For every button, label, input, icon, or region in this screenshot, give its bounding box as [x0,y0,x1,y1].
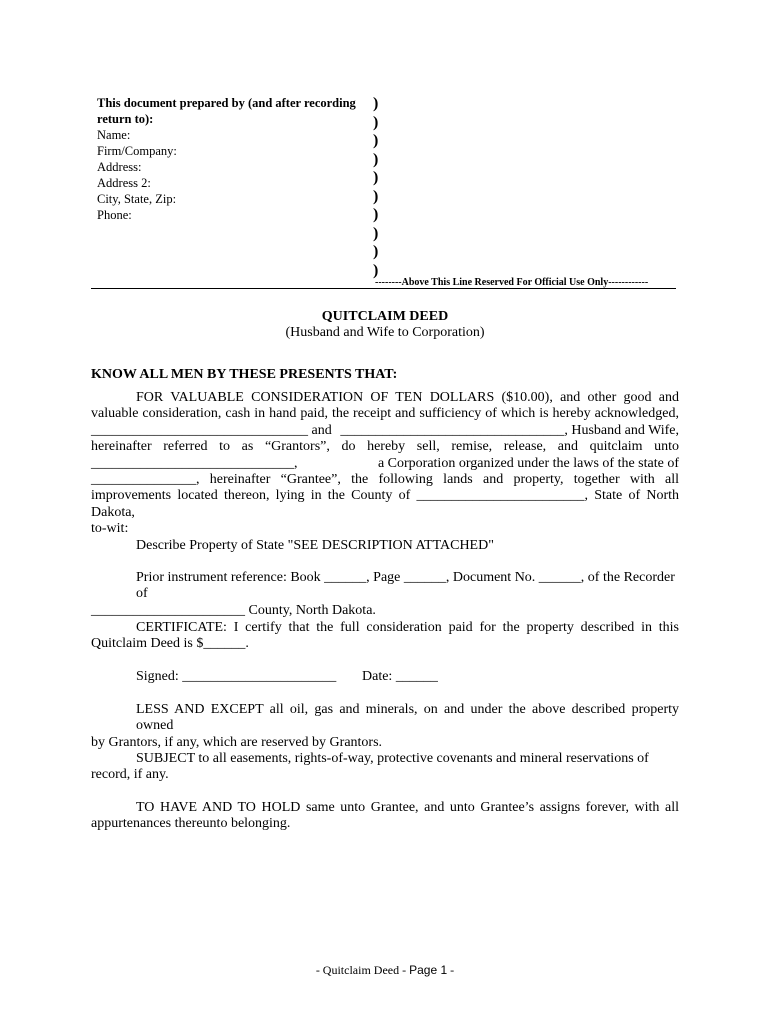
date-line: Date: ______ [362,669,438,684]
paren: ) [373,243,379,260]
less-and-except-paragraph [91,702,679,751]
address-2-label: Address 2: [97,176,151,190]
document-title: QUITCLAIM DEED [321,309,449,324]
paragraph-line: Quitclaim Deed is $______. [91,636,249,652]
paragraph-line: by Grantors, if any, which are reserved by Grantors. [91,734,383,750]
paren: ) [373,169,379,186]
paragraph-line: improvements located thereon, lying in the County of ________________________, State of North Dakota, [91,488,679,520]
paragraph-line: FOR VALUABLE CONSIDERATION OF TEN DOLLARS ($10.00), and other good and [136,390,679,405]
page-number: Page 1 [409,963,448,977]
paren: ) [373,150,379,168]
paragraph-line: ______________________ County, North Dakota. [91,602,376,618]
paren: ) [373,95,379,112]
phone-label: Phone: [97,208,132,222]
describe-line: Describe Property of State "SEE DESCRIPTION ATTACHED" [136,538,494,553]
return-to-label: return to): [97,112,154,126]
paren: ) [373,113,379,131]
paragraph-line: appurtenances thereunto belonging. [91,816,291,832]
grantee-blank: _____________________________, [91,455,298,471]
footer-dash: - [447,963,455,977]
paren: ) [373,261,379,279]
paren: ) [373,224,379,242]
official-use-notice: --------Above This Line Reserved For Official Use Only------------ [375,277,649,288]
firm-company-label: Firm/Company: [97,144,177,158]
paragraph-line: _______________, hereinafter “Grantee”, the following lands and property, together with all [91,472,679,487]
paragraph-line: TO HAVE AND TO HOLD same unto Grantee, and unto Grantee’s assigns forever, with all [136,800,679,815]
prior-instrument-paragraph [91,570,679,619]
paragraph-line: valuable consideration, cash in hand paid, the receipt and sufficiency of which is hereby acknowledged, [91,406,679,422]
consideration-paragraph [91,390,679,538]
signed-line: Signed: ______________________ [136,669,337,684]
prepared-by-label: This document prepared by (and after recording [97,96,356,110]
paragraph-line: a Corporation organized under the laws of the state of [377,455,679,471]
paren-column [373,95,378,280]
habendum-paragraph [91,800,679,833]
paragraph-line: SUBJECT to all easements, rights-of-way, protective covenants and mineral reservations of [136,751,649,766]
certificate-paragraph [91,620,679,653]
paragraph-line: CERTIFICATE: I certify that the full consideration paid for the property described in this [136,620,679,635]
paren: ) [373,187,379,205]
subject-to-paragraph [91,751,679,784]
know-all-men-heading: KNOW ALL MEN BY THESE PRESENTS THAT: [91,367,398,382]
grantor-names-line [91,423,679,439]
city-state-zip-label: City, State, Zip: [97,192,177,206]
grantee-line [91,456,679,472]
grantor-1-blank: _______________________________ and [91,422,332,438]
grantor-2-blank: ________________________________, Husband and Wife, [340,422,679,438]
paren: ) [373,132,379,149]
name-label: Name: [97,128,131,142]
page-footer [0,963,770,978]
paragraph-line: to-wit: [91,521,129,537]
paragraph-line: hereinafter referred to as “Grantors”, do hereby sell, remise, release, and quitclaim unto [91,439,679,455]
paragraph-line: Prior instrument reference: Book ______, Page ______, Document No. ______, of the Recorder of [136,570,675,602]
footer-doc-name: - Quitclaim Deed - [315,963,410,977]
paragraph-line: LESS AND EXCEPT all oil, gas and minerals, on and under the above described property owned [136,702,679,734]
document-subtitle: (Husband and Wife to Corporation) [285,325,485,340]
paren: ) [373,206,379,223]
preparer-block [97,95,372,223]
paragraph-line: record, if any. [91,767,169,783]
recording-divider [91,288,676,289]
property-description [91,538,679,554]
address-label: Address: [97,160,142,174]
